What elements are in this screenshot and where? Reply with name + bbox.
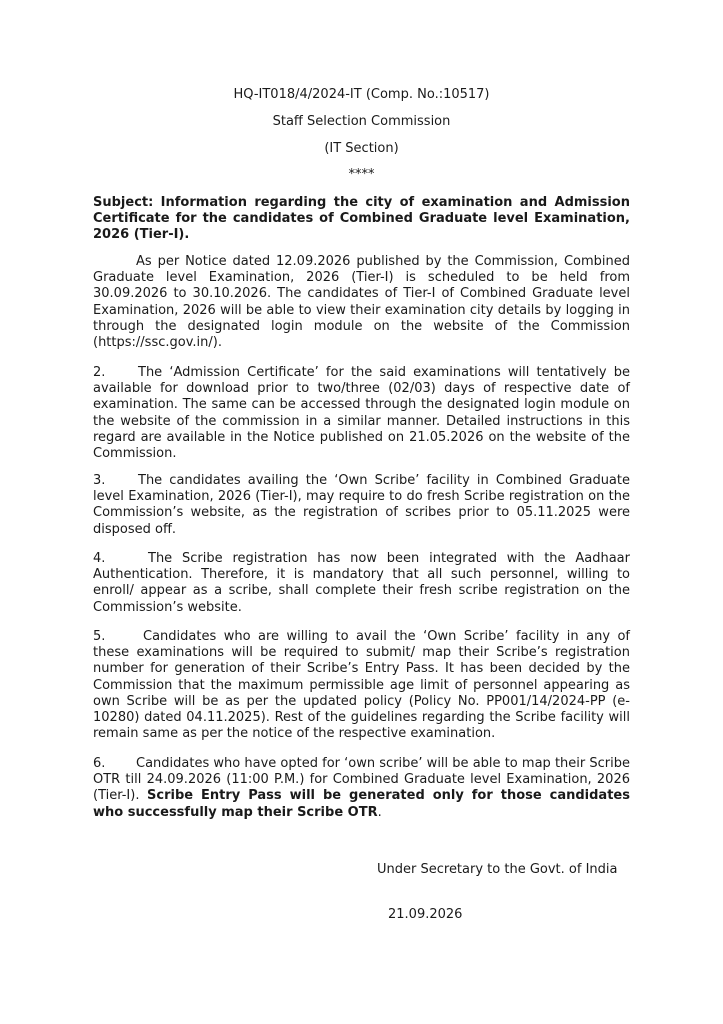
section-name: (IT Section) [324,141,399,156]
paragraph-4-number: 4. [93,551,106,566]
paragraph-2 [93,365,630,462]
paragraph-5 [93,629,630,742]
paragraph-4 [93,551,630,616]
separator-stars: **** [348,167,375,182]
paragraph-2-number: 2. [93,365,106,380]
paragraph-5-text: Candidates who are willing to avail the ‘Own Scribe’ facility in any of these examinations will be required to submit/ map their Scribe’s registration number for generation of their Scribe’s Entry Pass. It has been decided by the Commission that the maximum permissible age limit of personnel appearing as own Scribe will be as per the updated policy (Policy No. PP001/14/2024-PP (e-10280) dated 04.11.2025). Rest of the guidelines regarding the Scribe facility will remain same as per the notice of the respective examination. [93,629,630,742]
reference-number: HQ-IT018/4/2024-IT (Comp. No.:10517) [233,87,490,102]
paragraph-3 [93,473,630,538]
signatory-designation: Under Secretary to the Govt. of India [377,862,618,877]
paragraph-4-text: The Scribe registration has now been integrated with the Aadhaar Authentication. Therefore, it is mandatory that all such personnel, willing to enroll/ appear as a scribe, shall complete their fresh scribe registration on the Commission’s website. [93,551,630,615]
paragraph-1 [93,254,630,351]
subject-heading: Subject: Information regarding the city of examination and Admission Certificate for the candidates of Combined Graduate level Examination, 2026 (Tier-I). [93,195,630,242]
paragraph-3-text: The candidates availing the ‘Own Scribe’ facility in Combined Graduate level Examination, 2026 (Tier-I), may require to do fresh Scribe registration on the Commission’s website, as the registration of scribes prior to 05.11.2025 were disposed off. [93,473,630,537]
paragraph-6 [93,756,630,821]
paragraph-1-text: As per Notice dated 12.09.2026 published by the Commission, Combined Graduate level Examination, 2026 (Tier-I) is scheduled to be held from 30.09.2026 to 30.10.2026. The candidates of Tier-I of Combined Graduate level Examination, 2026 will be able to view their examination city details by logging in through the designated login module on the website of the Commission (https://ssc.gov.in/). [93,254,630,351]
paragraph-6-text: Candidates who have opted for ‘own scribe’ will be able to map their Scribe OTR till 24.09.2026 (11:00 P.M.) for Combined Graduate level Examination, 2026 (Tier-I). [93,756,630,804]
paragraph-6-bold-text: Scribe Entry Pass will be generated only for those candidates who successfully map their Scribe OTR [93,788,630,820]
paragraph-6-end: . [377,804,382,820]
paragraph-6-number: 6. [93,756,106,771]
paragraph-2-text: The ‘Admission Certificate’ for the said examinations will tentatively be available for download prior to two/three (02/03) days of respective date of examination. The same can be accessed through the designated login module on the website of the commission in a similar manner. Detailed instructions in this regard are available in the Notice published on 21.05.2026 on the website of the Commission. [93,365,630,462]
paragraph-3-number: 3. [93,473,106,488]
paragraph-5-number: 5. [93,629,106,644]
organization-name: Staff Selection Commission [272,114,451,129]
signature-date: 21.09.2026 [388,907,463,922]
